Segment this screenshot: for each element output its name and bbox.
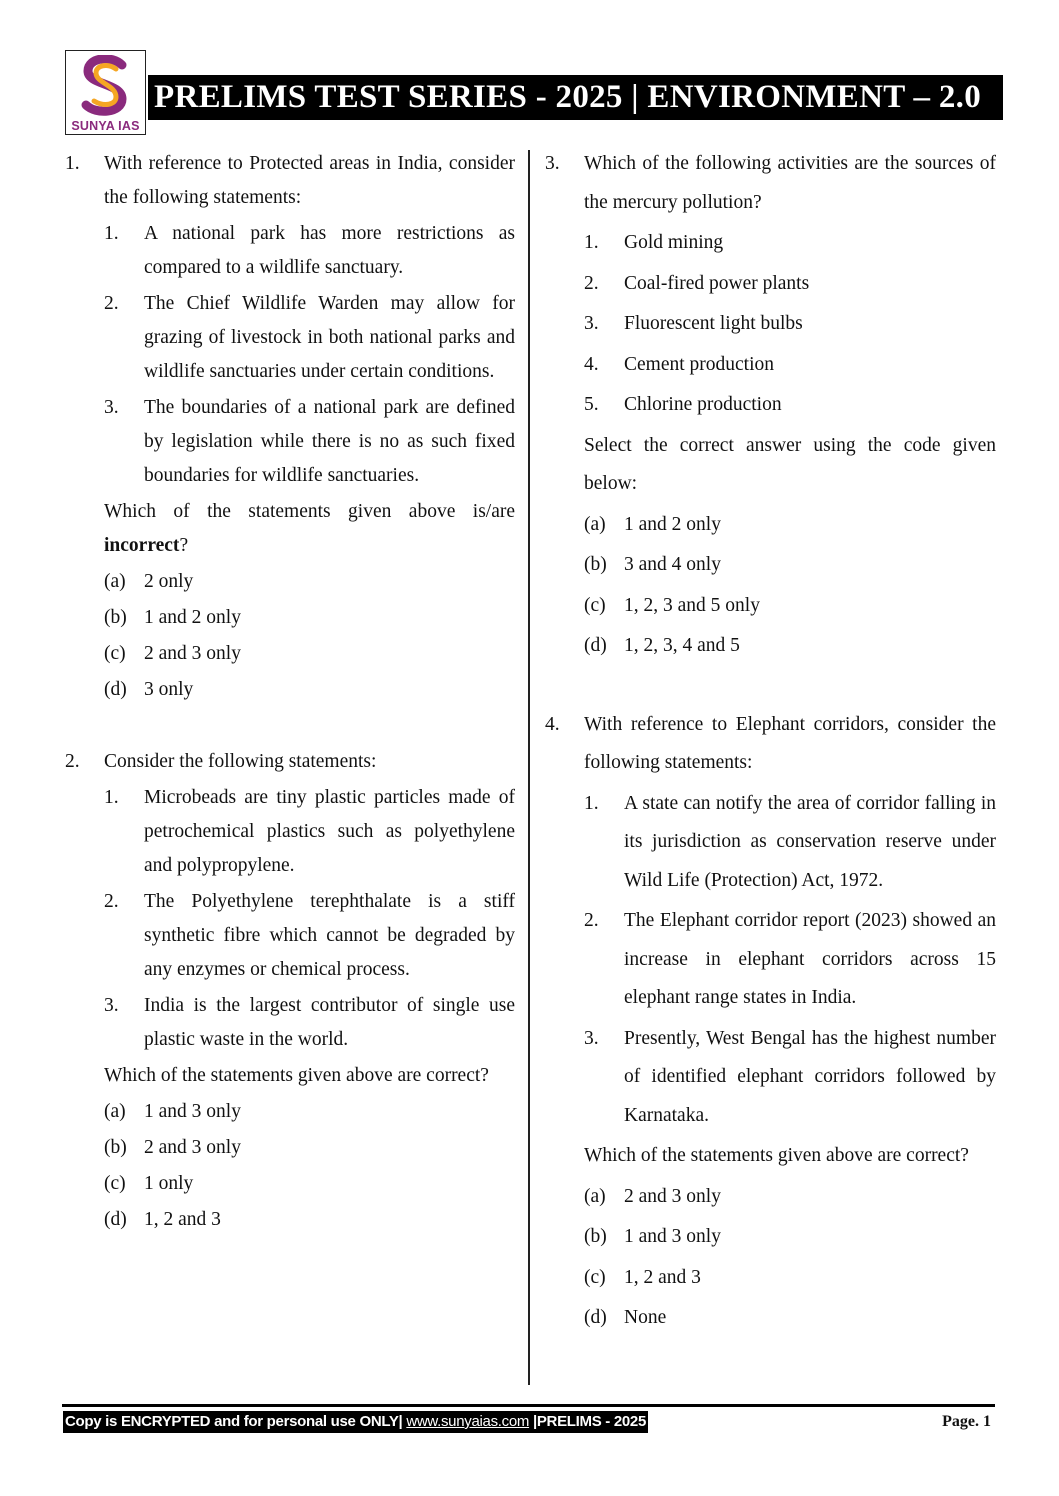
question-stem: Which of the following activities are the sources of the mercury pollution? xyxy=(584,153,996,213)
option-text: 1 and 2 only xyxy=(624,513,721,535)
option-label: (c) xyxy=(104,1173,126,1194)
option-label: (c) xyxy=(584,1266,606,1288)
option-text: 1 and 3 only xyxy=(624,1226,721,1247)
footer-notice xyxy=(63,1411,648,1433)
statement-number: 2. xyxy=(584,910,599,931)
option-label: (a) xyxy=(104,1101,126,1122)
answer-option[interactable] xyxy=(104,601,515,635)
answer-option[interactable] xyxy=(584,627,996,666)
answer-option[interactable] xyxy=(584,1299,996,1338)
answer-option[interactable] xyxy=(584,506,996,545)
footer-copy-text: Copy is ENCRYPTED and for personal use ONLY| xyxy=(65,1413,407,1430)
statement-number: 2. xyxy=(104,891,119,912)
statement xyxy=(104,781,515,883)
page-title: PRELIMS TEST SERIES - 2025 | ENVIRONMENT – 2.0 xyxy=(148,75,1003,120)
statement-text: Coal-fired power plants xyxy=(624,272,810,294)
question xyxy=(65,745,515,1237)
option-text: 1 and 2 only xyxy=(144,607,241,628)
answer-option[interactable] xyxy=(584,1218,996,1257)
statement-text: A state can notify the area of corridor falling in its jurisdiction as conservation reserve under Wild Life (Protection) Act, 1972. xyxy=(624,792,996,891)
option-label: (d) xyxy=(104,679,127,700)
answer-option[interactable] xyxy=(104,1167,515,1201)
option-text: 3 only xyxy=(144,679,194,700)
option-label: (b) xyxy=(584,554,607,575)
question-number: 1. xyxy=(65,153,80,174)
statement xyxy=(584,305,996,344)
prompt-emphasis: incorrect xyxy=(104,535,180,556)
question-number: 3. xyxy=(545,153,560,174)
statement-number: 2. xyxy=(584,272,599,294)
statement xyxy=(584,785,996,901)
option-label: (b) xyxy=(584,1226,607,1247)
question xyxy=(545,706,996,1338)
statement-number: 1. xyxy=(584,232,599,253)
option-text: 1, 2, 3 and 5 only xyxy=(624,594,760,616)
option-text: 2 and 3 only xyxy=(624,1185,721,1207)
footer-series-text: |PRELIMS - 2025 xyxy=(529,1413,647,1430)
option-text: 2 and 3 only xyxy=(144,643,241,664)
statement xyxy=(584,1020,996,1136)
statement xyxy=(104,287,515,389)
answer-option[interactable] xyxy=(584,1259,996,1298)
statement-number: 5. xyxy=(584,394,599,415)
prompt-text: Which of the statements given above is/are xyxy=(104,501,515,522)
option-label: (d) xyxy=(584,1307,607,1328)
prompt-text: Which of the statements given above are correct? xyxy=(584,1145,969,1166)
statement xyxy=(104,391,515,493)
logo-text: SUNYA IAS xyxy=(71,119,140,133)
answer-option[interactable] xyxy=(104,1203,515,1237)
statement xyxy=(104,989,515,1057)
answer-option[interactable] xyxy=(104,673,515,707)
question-prompt xyxy=(584,427,996,504)
left-column xyxy=(65,147,515,1237)
prompt-text: Which of the statements given above are correct? xyxy=(104,1065,489,1086)
statement-text: The Polyethylene terephthalate is a stiff synthetic fibre which cannot be degraded by any enzymes or chemical process. xyxy=(144,891,515,980)
column-divider xyxy=(528,150,530,1385)
option-text: 3 and 4 only xyxy=(624,554,721,575)
website-link[interactable]: www.sunyaias.com xyxy=(406,1413,530,1430)
answer-option[interactable] xyxy=(104,1095,515,1129)
statement xyxy=(584,346,996,385)
question-prompt xyxy=(584,1137,996,1176)
statement xyxy=(584,902,996,1018)
option-text: 1, 2, 3, 4 and 5 xyxy=(624,635,740,656)
option-text: 2 only xyxy=(144,571,194,592)
option-label: (b) xyxy=(104,1137,127,1158)
option-text: 2 and 3 only xyxy=(144,1137,241,1158)
option-text: None xyxy=(624,1307,667,1328)
option-label: (c) xyxy=(584,594,606,616)
option-text: 1 only xyxy=(144,1173,194,1194)
answer-option[interactable] xyxy=(584,587,996,626)
statement-number: 2. xyxy=(104,293,119,314)
answer-option[interactable] xyxy=(104,1131,515,1165)
option-label: (a) xyxy=(104,571,126,592)
question-number: 2. xyxy=(65,751,80,772)
option-label: (b) xyxy=(104,607,127,628)
option-label: (a) xyxy=(584,513,606,535)
statement-number: 1. xyxy=(104,223,119,244)
prompt-text-end: ? xyxy=(179,535,189,556)
answer-option[interactable] xyxy=(584,546,996,585)
statement-text: Microbeads are tiny plastic particles made of petrochemical plastics such as polyethylene and polypropylene. xyxy=(144,787,515,876)
statement xyxy=(104,885,515,987)
statement xyxy=(104,217,515,285)
answer-option[interactable] xyxy=(584,1178,996,1217)
question-prompt xyxy=(104,1059,515,1093)
statement-number: 1. xyxy=(104,787,119,808)
statement-text: Cement production xyxy=(624,353,775,375)
statement-number: 3. xyxy=(584,313,599,334)
statement-text: A national park has more restrictions as compared to a wildlife sanctuary. xyxy=(144,223,515,278)
statement-number: 3. xyxy=(584,1027,599,1049)
option-text: 1, 2 and 3 xyxy=(624,1266,701,1288)
question-stem: With reference to Elephant corridors, consider the following statements: xyxy=(584,713,996,773)
statement-text: The Elephant corridor report (2023) showed an increase in elephant corridors across 15 elephant range states in India. xyxy=(624,910,996,1008)
statement-number: 4. xyxy=(584,353,599,375)
question-prompt xyxy=(104,495,515,563)
question-stem: With reference to Protected areas in India, consider the following statements: xyxy=(104,153,515,208)
statement-number: 3. xyxy=(104,995,119,1016)
statement-text: India is the largest contributor of single use plastic waste in the world. xyxy=(144,995,515,1050)
logo-s-icon xyxy=(78,55,134,117)
statement xyxy=(584,265,996,304)
statement-number: 3. xyxy=(104,397,119,418)
statement-text: The Chief Wildlife Warden may allow for grazing of livestock in both national parks and wildlife sanctuaries under certain conditions. xyxy=(144,293,515,382)
prompt-text: Select the correct answer using the code given below: xyxy=(584,434,996,494)
page-number: Page. 1 xyxy=(942,1413,991,1430)
statement-text: The boundaries of a national park are defined by legislation while there is no as such fixed boundaries for wildlife sanctuaries. xyxy=(144,397,515,486)
option-label: (d) xyxy=(584,635,607,656)
sunya-ias-logo xyxy=(65,50,146,135)
right-column xyxy=(545,145,996,1338)
question-stem: Consider the following statements: xyxy=(104,751,377,772)
footer-divider xyxy=(62,1404,995,1407)
statement-text: Chlorine production xyxy=(624,394,782,415)
statement xyxy=(584,224,996,263)
statement-text: Gold mining xyxy=(624,232,724,253)
statement-text: Presently, West Bengal has the highest number of identified elephant corridors followed by Karnataka. xyxy=(624,1027,996,1126)
question xyxy=(545,145,996,666)
option-text: 1, 2 and 3 xyxy=(144,1209,221,1230)
question xyxy=(65,147,515,707)
statement-text: Fluorescent light bulbs xyxy=(624,313,803,334)
question-number: 4. xyxy=(545,713,560,735)
option-label: (c) xyxy=(104,643,126,664)
option-label: (d) xyxy=(104,1209,127,1230)
statement xyxy=(584,386,996,425)
answer-option[interactable] xyxy=(104,637,515,671)
answer-option[interactable] xyxy=(104,565,515,599)
option-text: 1 and 3 only xyxy=(144,1101,241,1122)
option-label: (a) xyxy=(584,1185,606,1207)
statement-number: 1. xyxy=(584,792,599,814)
